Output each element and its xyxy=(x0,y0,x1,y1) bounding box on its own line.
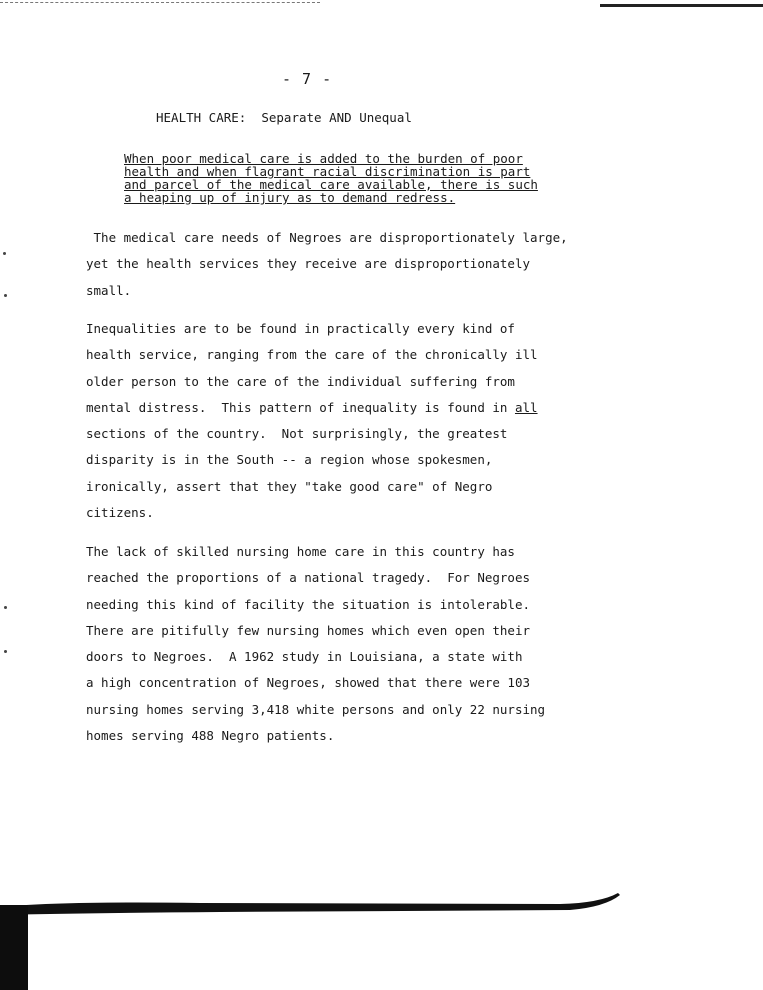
paragraph-medical-needs xyxy=(86,225,606,304)
text-line: disparity is in the South -- a region whose spokesmen, xyxy=(86,452,493,468)
paragraph-inequalities xyxy=(86,316,606,526)
text-line: needing this kind of facility the situation is intolerable. xyxy=(86,596,531,612)
quote-line: a heaping up of injury as to demand redress. xyxy=(124,190,456,205)
scan-margin-mark xyxy=(4,650,7,653)
text-line: Inequalities are to be found in practically every kind of xyxy=(86,321,515,336)
text-line: health service, ranging from the care of the chronically ill xyxy=(86,347,538,363)
paragraph-nursing-homes xyxy=(86,539,606,749)
section-heading: HEALTH CARE: Separate AND Unequal xyxy=(156,110,412,125)
quote-line: and parcel of the medical care available, there is such xyxy=(124,177,538,192)
text-line: The lack of skilled nursing home care in this country has xyxy=(86,544,515,559)
scan-bottom-left-edge xyxy=(0,905,28,990)
text-line: homes serving 488 Negro patients. xyxy=(86,728,335,744)
scan-bottom-edge xyxy=(0,893,620,915)
text-line: citizens. xyxy=(86,505,154,521)
text-line: ironically, assert that they "take good care" of Negro xyxy=(86,478,493,494)
scan-margin-mark xyxy=(4,294,7,297)
text-segment: mental distress. This pattern of inequality is found in xyxy=(86,399,515,415)
text-line: doors to Negroes. A 1962 study in Louisiana, a state with xyxy=(86,649,523,665)
text-line: older person to the care of the individual suffering from xyxy=(86,373,515,389)
scan-top-edge xyxy=(0,0,763,8)
text-line: sections of the country. Not surprisingly, the greatest xyxy=(86,426,508,442)
scan-margin-mark xyxy=(3,252,6,255)
scan-solid-line xyxy=(600,4,763,7)
text-line: a high concentration of Negroes, showed that there were 103 xyxy=(86,675,531,691)
text-line xyxy=(86,395,606,421)
quote-line: health and when flagrant racial discrimination is part xyxy=(124,164,531,179)
text-line: small. xyxy=(86,282,132,298)
quote-line: When poor medical care is added to the burden of poor xyxy=(124,151,523,166)
text-line: reached the proportions of a national tragedy. For Negroes xyxy=(86,570,531,586)
scan-margin-mark xyxy=(4,606,7,609)
text-line: The medical care needs of Negroes are disproportionately large, xyxy=(86,230,568,245)
epigraph-quote xyxy=(124,152,564,204)
text-line: nursing homes serving 3,418 white persons and only 22 nursing xyxy=(86,701,546,717)
page-number: - 7 - xyxy=(282,70,333,88)
scan-dashed-line xyxy=(0,2,320,3)
underlined-word: all xyxy=(514,399,538,415)
text-line: There are pitifully few nursing homes which even open their xyxy=(86,622,531,638)
text-line: yet the health services they receive are disproportionately xyxy=(86,256,531,272)
